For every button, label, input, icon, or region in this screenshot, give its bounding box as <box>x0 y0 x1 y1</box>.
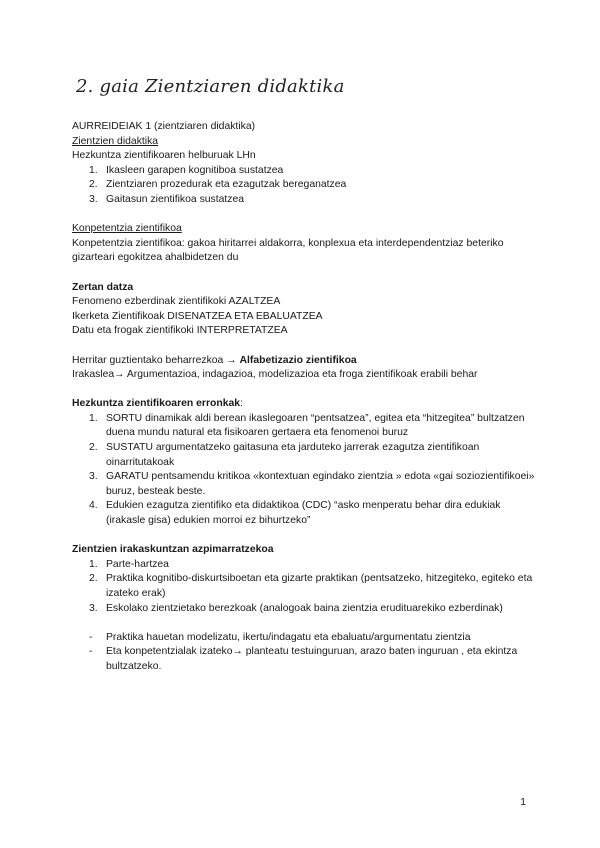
challenges-heading: Hezkuntza zientifikoaren erronkak: <box>72 398 243 410</box>
list-item: 3. GARATU pentsamendu kritikoa «kontextuan egindako zientzia » edota «gai soziozientifikoei» buruz, besteak beste. <box>89 471 535 497</box>
list-item: 2. Praktika kognitibo-diskurtsiboetan eta gizarte praktikan (pentsatzeko, hitzegiteko, egiteko eta izateko erak) <box>89 573 533 599</box>
list-item: - Praktika hauetan modelizatu, ikertu/indagatu eta ebaluatu/argumentatu zientzia <box>89 631 471 643</box>
list-item: 1. Parte-hartzea <box>89 558 169 570</box>
document-body <box>72 120 542 675</box>
competence-heading: Konpetentzia zientifikoa <box>72 223 182 235</box>
challenges-list <box>72 412 542 529</box>
list-item: 2. SUSTATU argumentatzeko gaitasuna eta jarduteko jarrerak ezagutza zientifikoan oinarritutakoak <box>89 442 480 468</box>
list-item: 1. SORTU dinamikak aldi berean ikaslegoaren “pentsatzea”, egitea eta “hitzegitea” bultzatzen duena mundu natural eta fisikoaren gertaera eta fenomenoi buruz <box>89 412 525 439</box>
intro-heading: AURREIDEIAK 1 (zientziaren didaktika) <box>72 121 256 132</box>
literacy-line: Herritar guztientako beharrezkoa → Alfabetizazio zientifikoa <box>72 354 357 366</box>
list-item: 3. Gaitasun zientifikoa sustatzea <box>89 193 245 205</box>
list-item: 3. Eskolako zientzietako berezkoak (analogoak baina zientzia erudituarekiko ezberdinak) <box>89 602 503 614</box>
pillars-dash-list <box>72 631 542 675</box>
list-item: - Eta konpetentzialak izateko→ planteatu testuinguruan, arazo baten inguruan , eta ekintza bultzatzeko. <box>89 646 518 672</box>
zertan-line: Fenomeno ezberdinak zientifikoki AZALTZEA <box>72 296 281 308</box>
list-item: 2. Zientziaren prozedurak eta ezagutzak bereganatzea <box>89 179 347 191</box>
list-item: 4. Edukien ezagutza zientifiko eta didaktikoa (CDC) “asko menperatu behar dira edukiak (irakasle gisa) edukien morroi ez bihurtzeko” <box>89 500 501 527</box>
intro-subheading: Zientzien didaktika <box>72 135 159 147</box>
pillars-heading: Zientzien irakaskuntzan azpimarratzekoa <box>72 544 274 556</box>
page-title: 2. gaia Zientziaren didaktika <box>76 76 345 97</box>
goals-list <box>72 164 542 208</box>
goals-intro: Hezkuntza zientifikoaren helburuak LHn <box>72 150 256 162</box>
zertan-heading: Zertan datza <box>72 281 134 293</box>
competence-text: Konpetentzia zientifikoa: gakoa hiritarrei aldakorra, konplexua eta interdependentziaz beteriko gizarteari egokitzea ahalbidetzen du <box>72 237 504 264</box>
zertan-line: Ikerketa Zientifikoak DISENATZEA ETA EBALUATZEA <box>72 310 323 322</box>
teacher-line: Irakaslea→ Argumentazioa, indagazioa, modelizazioa eta froga zientifikoak erabili behar <box>72 369 478 381</box>
page-number: 1 <box>520 797 526 808</box>
pillars-list <box>72 558 542 616</box>
zertan-line: Datu eta frogak zientifikoki INTERPRETATZEA <box>72 325 288 337</box>
list-item: 1. Ikasleen garapen kognitiboa sustatzea <box>89 164 284 176</box>
